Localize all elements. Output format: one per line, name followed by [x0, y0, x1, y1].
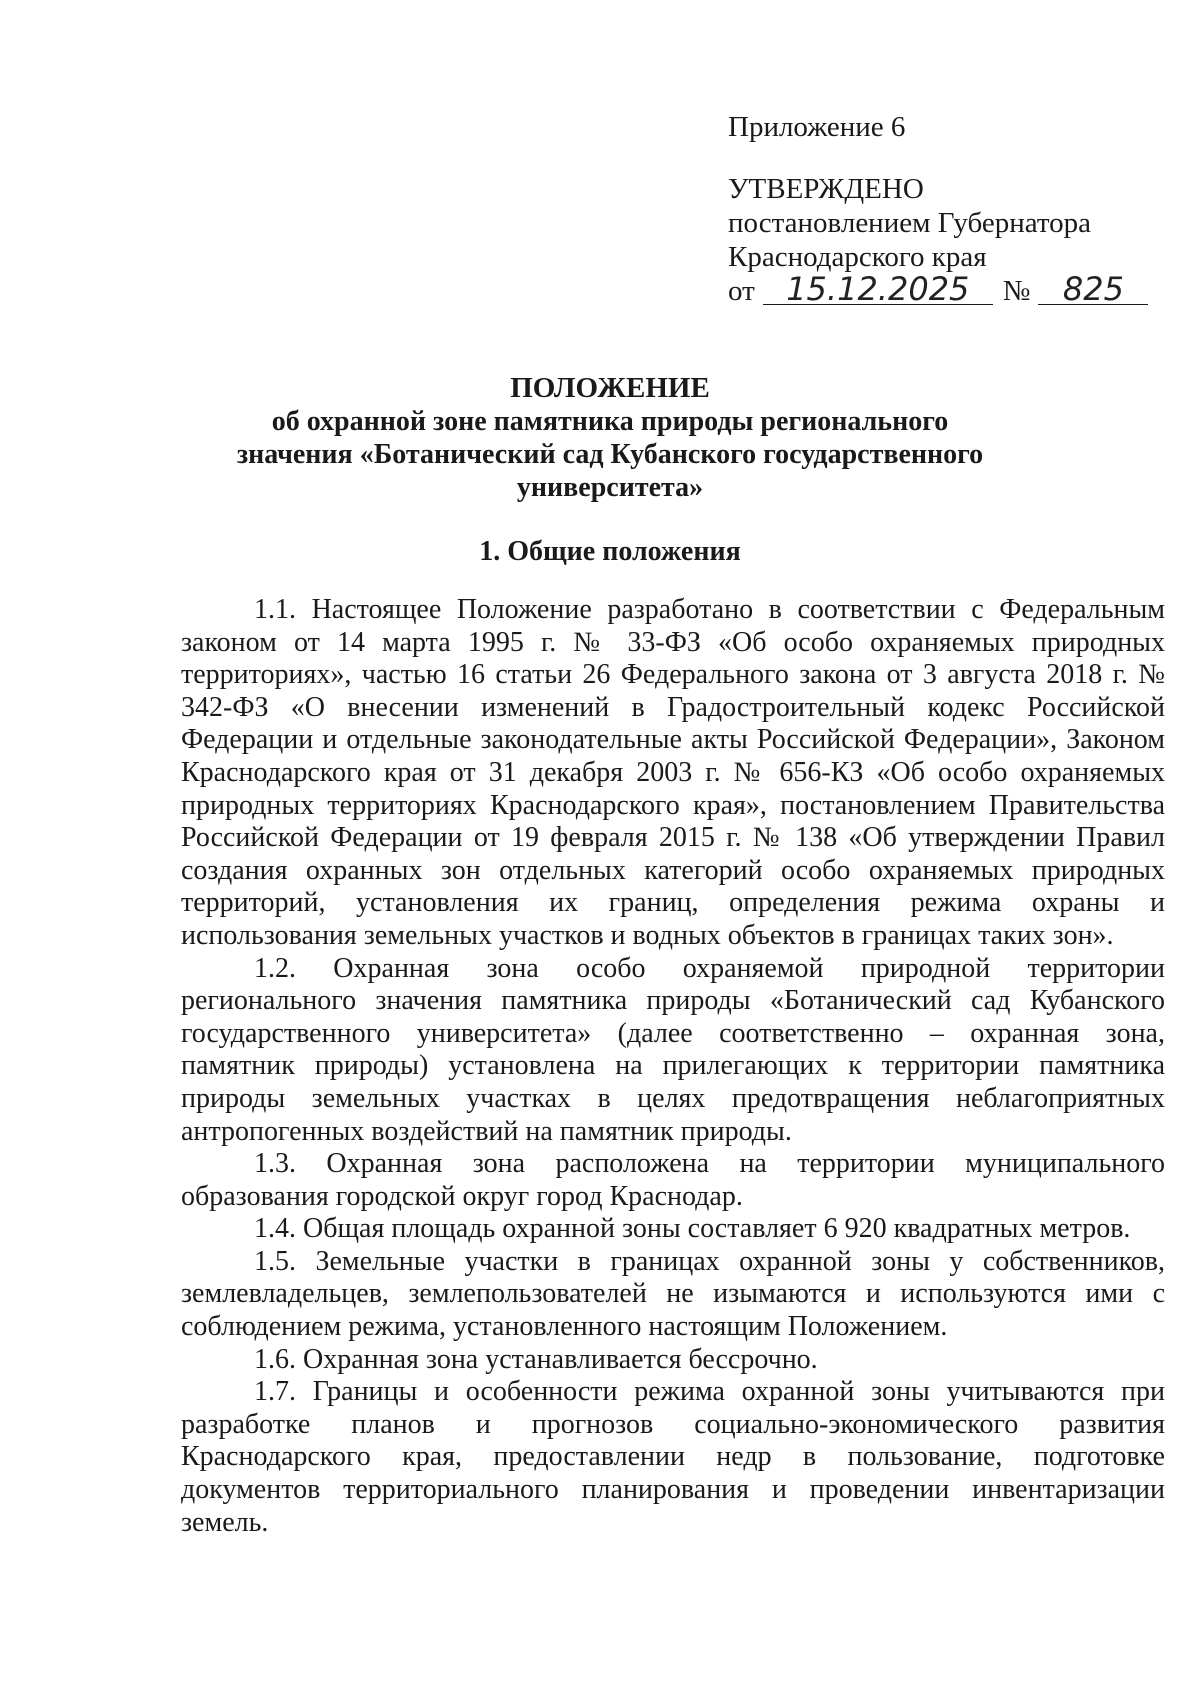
title-line-2: значения «Ботанический сад Кубанского государственного [236, 439, 984, 470]
paragraph-1-1: 1.1. Настоящее Положение разработано в соответствии с Федеральным законом от 14 марта 1995 г. № 33-ФЗ «Об особо охраняемых природных территориях», частью 16 статьи 26 Федерального закона от 3 августа 2018 г. № 342-ФЗ «О внесении изменений в Градостроительный кодекс Российской Федерации и отдельные законодательные акты Российской Федерации», Законом Краснодарского края от 31 декабря 2003 г. № 656-КЗ «Об особо охраняемых природных территориях Краснодарского края», постановлением Правительства Российской Федерации от 19 февраля 2015 г. № 138 «Об утверждении Правил создания охранных зон отдельных категорий особо охраняемых природных территорий, установления их границ, определения режима охраны и использования земельных участков и водных объектов в границах таких зон». [181, 594, 1165, 951]
document-body [181, 594, 1165, 1539]
section-heading: 1. Общие положения [479, 536, 741, 567]
document-title [180, 372, 1040, 504]
paragraph-1-2: 1.2. Охранная зона особо охраняемой природной территории регионального значения памятника природы «Ботанический сад Кубанского государственного университета» (далее соответственно – охранная зона, памятник природы) установлена на прилегающих к территории памятника природы земельных участках в целях предотвращения неблагоприятных антропогенных воздействий на памятник природы. [181, 952, 1165, 1147]
paragraph-1-7: 1.7. Границы и особенности режима охранной зоны учитываются при разработке планов и прогнозов социально-экономического развития Краснодарского края, предоставлении недр в пользование, подготовке документов территориального планирования и проведении инвентаризации земель. [181, 1376, 1165, 1538]
handwritten-date: 15.12.2025 [763, 274, 993, 305]
approved-by-line-2: Краснодарского края [728, 241, 987, 273]
approved-label: УТВЕРЖДЕНО [728, 173, 924, 205]
from-label: от [728, 275, 755, 307]
approved-by-line-1: постановлением Губернатора [728, 207, 1092, 239]
title-main: ПОЛОЖЕНИЕ [510, 372, 710, 404]
paragraph-1-3: 1.3. Охранная зона расположена на территории муниципального образования городской округ город Краснодар. [181, 1148, 1165, 1212]
paragraph-1-4: 1.4. Общая площадь охранной зоны составляет 6 920 квадратных метров. [254, 1213, 1131, 1245]
number-label: № [1002, 275, 1031, 307]
handwritten-number: 825 [1038, 274, 1148, 305]
title-line-1: об охранной зоне памятника природы регионального [271, 406, 949, 437]
approval-stamp-block [728, 110, 1148, 308]
title-line-3: университета» [516, 472, 704, 503]
decree-date-number-line [728, 270, 1148, 308]
appendix-label: Приложение 6 [728, 111, 906, 143]
paragraph-1-6: 1.6. Охранная зона устанавливается бессрочно. [254, 1343, 818, 1375]
paragraph-1-5: 1.5. Земельные участки в границах охранной зоны у собственников, землевладельцев, землепользователей не изымаются и используются ими с соблюдением режима, установленного настоящим Положением. [181, 1245, 1165, 1343]
